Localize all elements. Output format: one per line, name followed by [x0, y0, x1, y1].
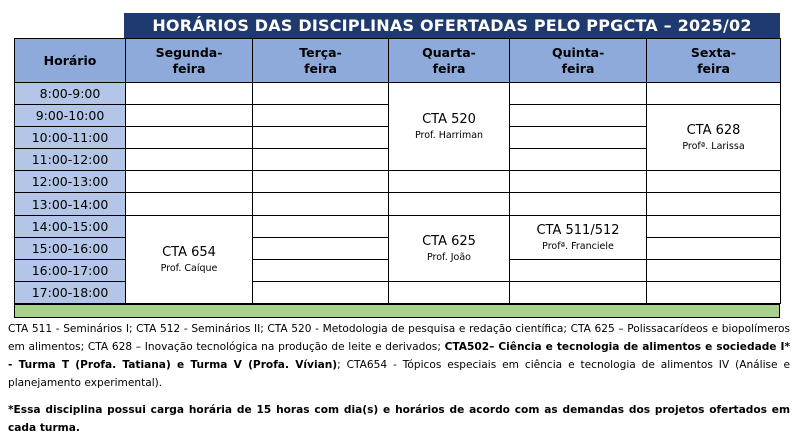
empty-cell	[253, 237, 389, 259]
time-slot: 13:00-14:00	[15, 193, 126, 215]
table-row	[15, 83, 781, 105]
empty-cell	[647, 193, 781, 215]
empty-cell	[647, 171, 781, 193]
header-tuesday: Terça-feira	[253, 39, 389, 83]
empty-cell	[253, 83, 389, 105]
header-row	[15, 39, 781, 83]
legend-text: CTA 511 - Seminários I; CTA 512 - Seminários II; CTA 520 - Metodologia de pesquisa e redação científica; CTA 625 – Polissacarídeos e biopolímeros em alimentos; CTA 628 – Inovação tecnológica na produção de leite e derivados;	[8, 323, 790, 353]
time-slot: 8:00-9:00	[15, 83, 126, 105]
header-time: Horário	[15, 39, 126, 83]
empty-cell	[253, 105, 389, 127]
table-footer-bar	[14, 304, 780, 318]
empty-cell	[510, 259, 647, 281]
empty-cell	[510, 83, 647, 105]
time-slot: 14:00-15:00	[15, 215, 126, 237]
empty-cell	[253, 281, 389, 303]
header-thursday: Quinta-feira	[510, 39, 647, 83]
course-professor: Prof. Harriman	[414, 130, 484, 142]
empty-cell	[126, 149, 253, 171]
empty-cell	[253, 127, 389, 149]
course-code: CTA 625	[422, 233, 476, 249]
schedule-table	[14, 38, 781, 304]
empty-cell	[647, 215, 781, 237]
course-cta654	[126, 215, 253, 303]
course-professor: Prof. Caíque	[160, 262, 218, 274]
empty-cell	[389, 193, 510, 215]
course-code: CTA 628	[686, 123, 741, 139]
time-slot: 11:00-12:00	[15, 149, 126, 171]
header-monday: Segunda-feira	[126, 39, 253, 83]
empty-cell	[510, 127, 647, 149]
empty-cell	[647, 237, 781, 259]
empty-cell	[253, 171, 389, 193]
legend-bold-text: CTA502– Ciência e tecnologia de alimentos e sociedade I* - Turma T (Profa. Tatiana) e Turma V (Profa. Vívian)	[8, 341, 790, 371]
empty-cell	[510, 105, 647, 127]
header-friday: Sexta-feira	[647, 39, 781, 83]
empty-cell	[647, 281, 781, 303]
empty-cell	[126, 171, 253, 193]
course-code: CTA 511/512	[536, 222, 620, 238]
course-legend	[8, 320, 790, 392]
empty-cell	[253, 259, 389, 281]
course-code: CTA 654	[162, 244, 216, 260]
empty-cell	[647, 259, 781, 281]
header-wednesday: Quarta-feira	[389, 39, 510, 83]
empty-cell	[647, 83, 781, 105]
legend-text-end: ; CTA654 - Tópicos especiais em ciência e tecnologia de alimentos IV (Análise e planejamento experimental).	[8, 359, 790, 389]
course-cta511-512	[510, 215, 647, 259]
time-slot: 10:00-11:00	[15, 127, 126, 149]
course-professor: Profª. Larissa	[682, 141, 745, 153]
time-slot: 16:00-17:00	[15, 259, 126, 281]
empty-cell	[389, 171, 510, 193]
time-slot: 12:00-13:00	[15, 171, 126, 193]
empty-cell	[510, 149, 647, 171]
empty-cell	[389, 281, 510, 303]
empty-cell	[510, 193, 647, 215]
empty-cell	[126, 127, 253, 149]
table-row	[15, 193, 781, 215]
footnote: *Essa disciplina possui carga horária de 15 horas com dia(s) e horários de acordo com as demandas dos projetos ofertados em cada turma.	[8, 404, 790, 434]
empty-cell	[126, 83, 253, 105]
time-slot: 17:00-18:00	[15, 281, 126, 303]
empty-cell	[510, 281, 647, 303]
course-code: CTA 520	[422, 112, 476, 128]
course-cta625	[389, 215, 510, 281]
schedule-title: HORÁRIOS DAS DISCIPLINAS OFERTADAS PELO PPGCTA – 2025/02	[124, 13, 780, 38]
empty-cell	[253, 193, 389, 215]
course-professor: Prof. João	[426, 251, 471, 263]
time-slot: 15:00-16:00	[15, 237, 126, 259]
empty-cell	[253, 215, 389, 237]
course-cta520	[389, 83, 510, 171]
course-professor: Profª. Franciele	[542, 240, 614, 252]
empty-cell	[510, 171, 647, 193]
table-row	[15, 215, 781, 237]
course-cta628	[647, 105, 781, 171]
empty-cell	[126, 193, 253, 215]
empty-cell	[126, 105, 253, 127]
time-slot: 9:00-10:00	[15, 105, 126, 127]
empty-cell	[253, 149, 389, 171]
table-row	[15, 171, 781, 193]
